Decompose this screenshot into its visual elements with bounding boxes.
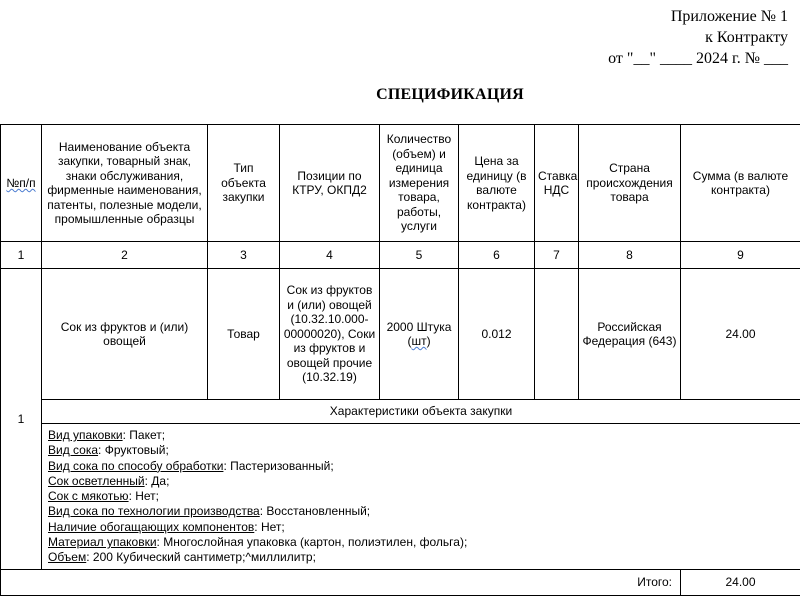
col-header-qty: Количество (объем) и единица измерения товара, работы, услуги <box>380 125 459 242</box>
item-sum: 24.00 <box>681 269 800 400</box>
col-number: 8 <box>579 242 681 269</box>
item-vat <box>535 269 579 400</box>
col-number: 7 <box>535 242 579 269</box>
col-number: 5 <box>380 242 459 269</box>
col-number: 9 <box>681 242 800 269</box>
col-number: 1 <box>1 242 42 269</box>
characteristics-row <box>1 424 800 570</box>
appendix-number: Приложение № 1 <box>670 8 788 25</box>
col-number: 6 <box>459 242 535 269</box>
col-header-vat: Ставка НДС <box>535 125 579 242</box>
header-row <box>1 125 800 242</box>
characteristic-item: Объем: 200 Кубический сантиметр;^миллилитр; <box>48 550 316 565</box>
characteristics-title-row <box>1 400 800 424</box>
appendix-contract: к Контракту <box>705 29 788 46</box>
total-value: 24.00 <box>681 570 800 596</box>
document-title: СПЕЦИФИКАЦИЯ <box>376 86 524 103</box>
col-header-num: №п/п <box>1 125 42 242</box>
appendix-date: от "__" ____ 2024 г. № ___ <box>608 50 788 67</box>
total-label: Итого: <box>1 570 681 596</box>
appendix-header <box>608 6 788 69</box>
item-number: 1 <box>1 269 42 570</box>
item-price: 0.012 <box>459 269 535 400</box>
column-numbers-row <box>1 242 800 269</box>
col-number: 2 <box>42 242 208 269</box>
item-name: Сок из фруктов и (или) овощей <box>42 269 208 400</box>
specification-table <box>0 124 800 596</box>
col-header-price: Цена за единицу (в валюте контракта) <box>459 125 535 242</box>
characteristics-title: Характеристики объекта закупки <box>42 400 800 424</box>
characteristic-item: Наличие обогащающих компонентов: Нет; <box>48 519 285 534</box>
characteristic-item: Материал упаковки: Многослойная упаковка (картон, полиэтилен, фольга); <box>48 535 468 550</box>
characteristic-item: Вид сока по технологии производства: Восстановленный; <box>48 504 371 519</box>
total-row <box>1 570 800 596</box>
col-number: 4 <box>280 242 380 269</box>
characteristic-item: Сок осветленный: Да; <box>48 473 170 488</box>
col-header-country: Страна происхождения товара <box>579 125 681 242</box>
col-header-name: Наименование объекта закупки, товарный знак, знаки обслуживания, фирменные наименования, патенты, полезные модели, промышленные образцы <box>42 125 208 242</box>
col-header-type: Тип объекта закупки <box>208 125 280 242</box>
col-header-ktru: Позиции по КТРУ, ОКПД2 <box>280 125 380 242</box>
col-header-sum: Сумма (в валюте контракта) <box>681 125 800 242</box>
characteristic-item: Вид сока: Фруктовый; <box>48 443 169 458</box>
item-country: Российская Федерация (643) <box>579 269 681 400</box>
col-number: 3 <box>208 242 280 269</box>
item-quantity: 2000 Штука (шт) <box>380 269 459 400</box>
characteristics-list <box>42 424 800 570</box>
characteristic-item: Сок с мякотью: Нет; <box>48 489 160 504</box>
item-row <box>1 269 800 400</box>
item-type: Товар <box>208 269 280 400</box>
item-ktru: Сок из фруктов и (или) овощей (10.32.10.000-00000020), Соки из фруктов и овощей прочие (10.32.19) <box>280 269 380 400</box>
characteristic-item: Вид сока по способу обработки: Пастеризованный; <box>48 458 334 473</box>
characteristic-item: Вид упаковки: Пакет; <box>48 428 166 442</box>
